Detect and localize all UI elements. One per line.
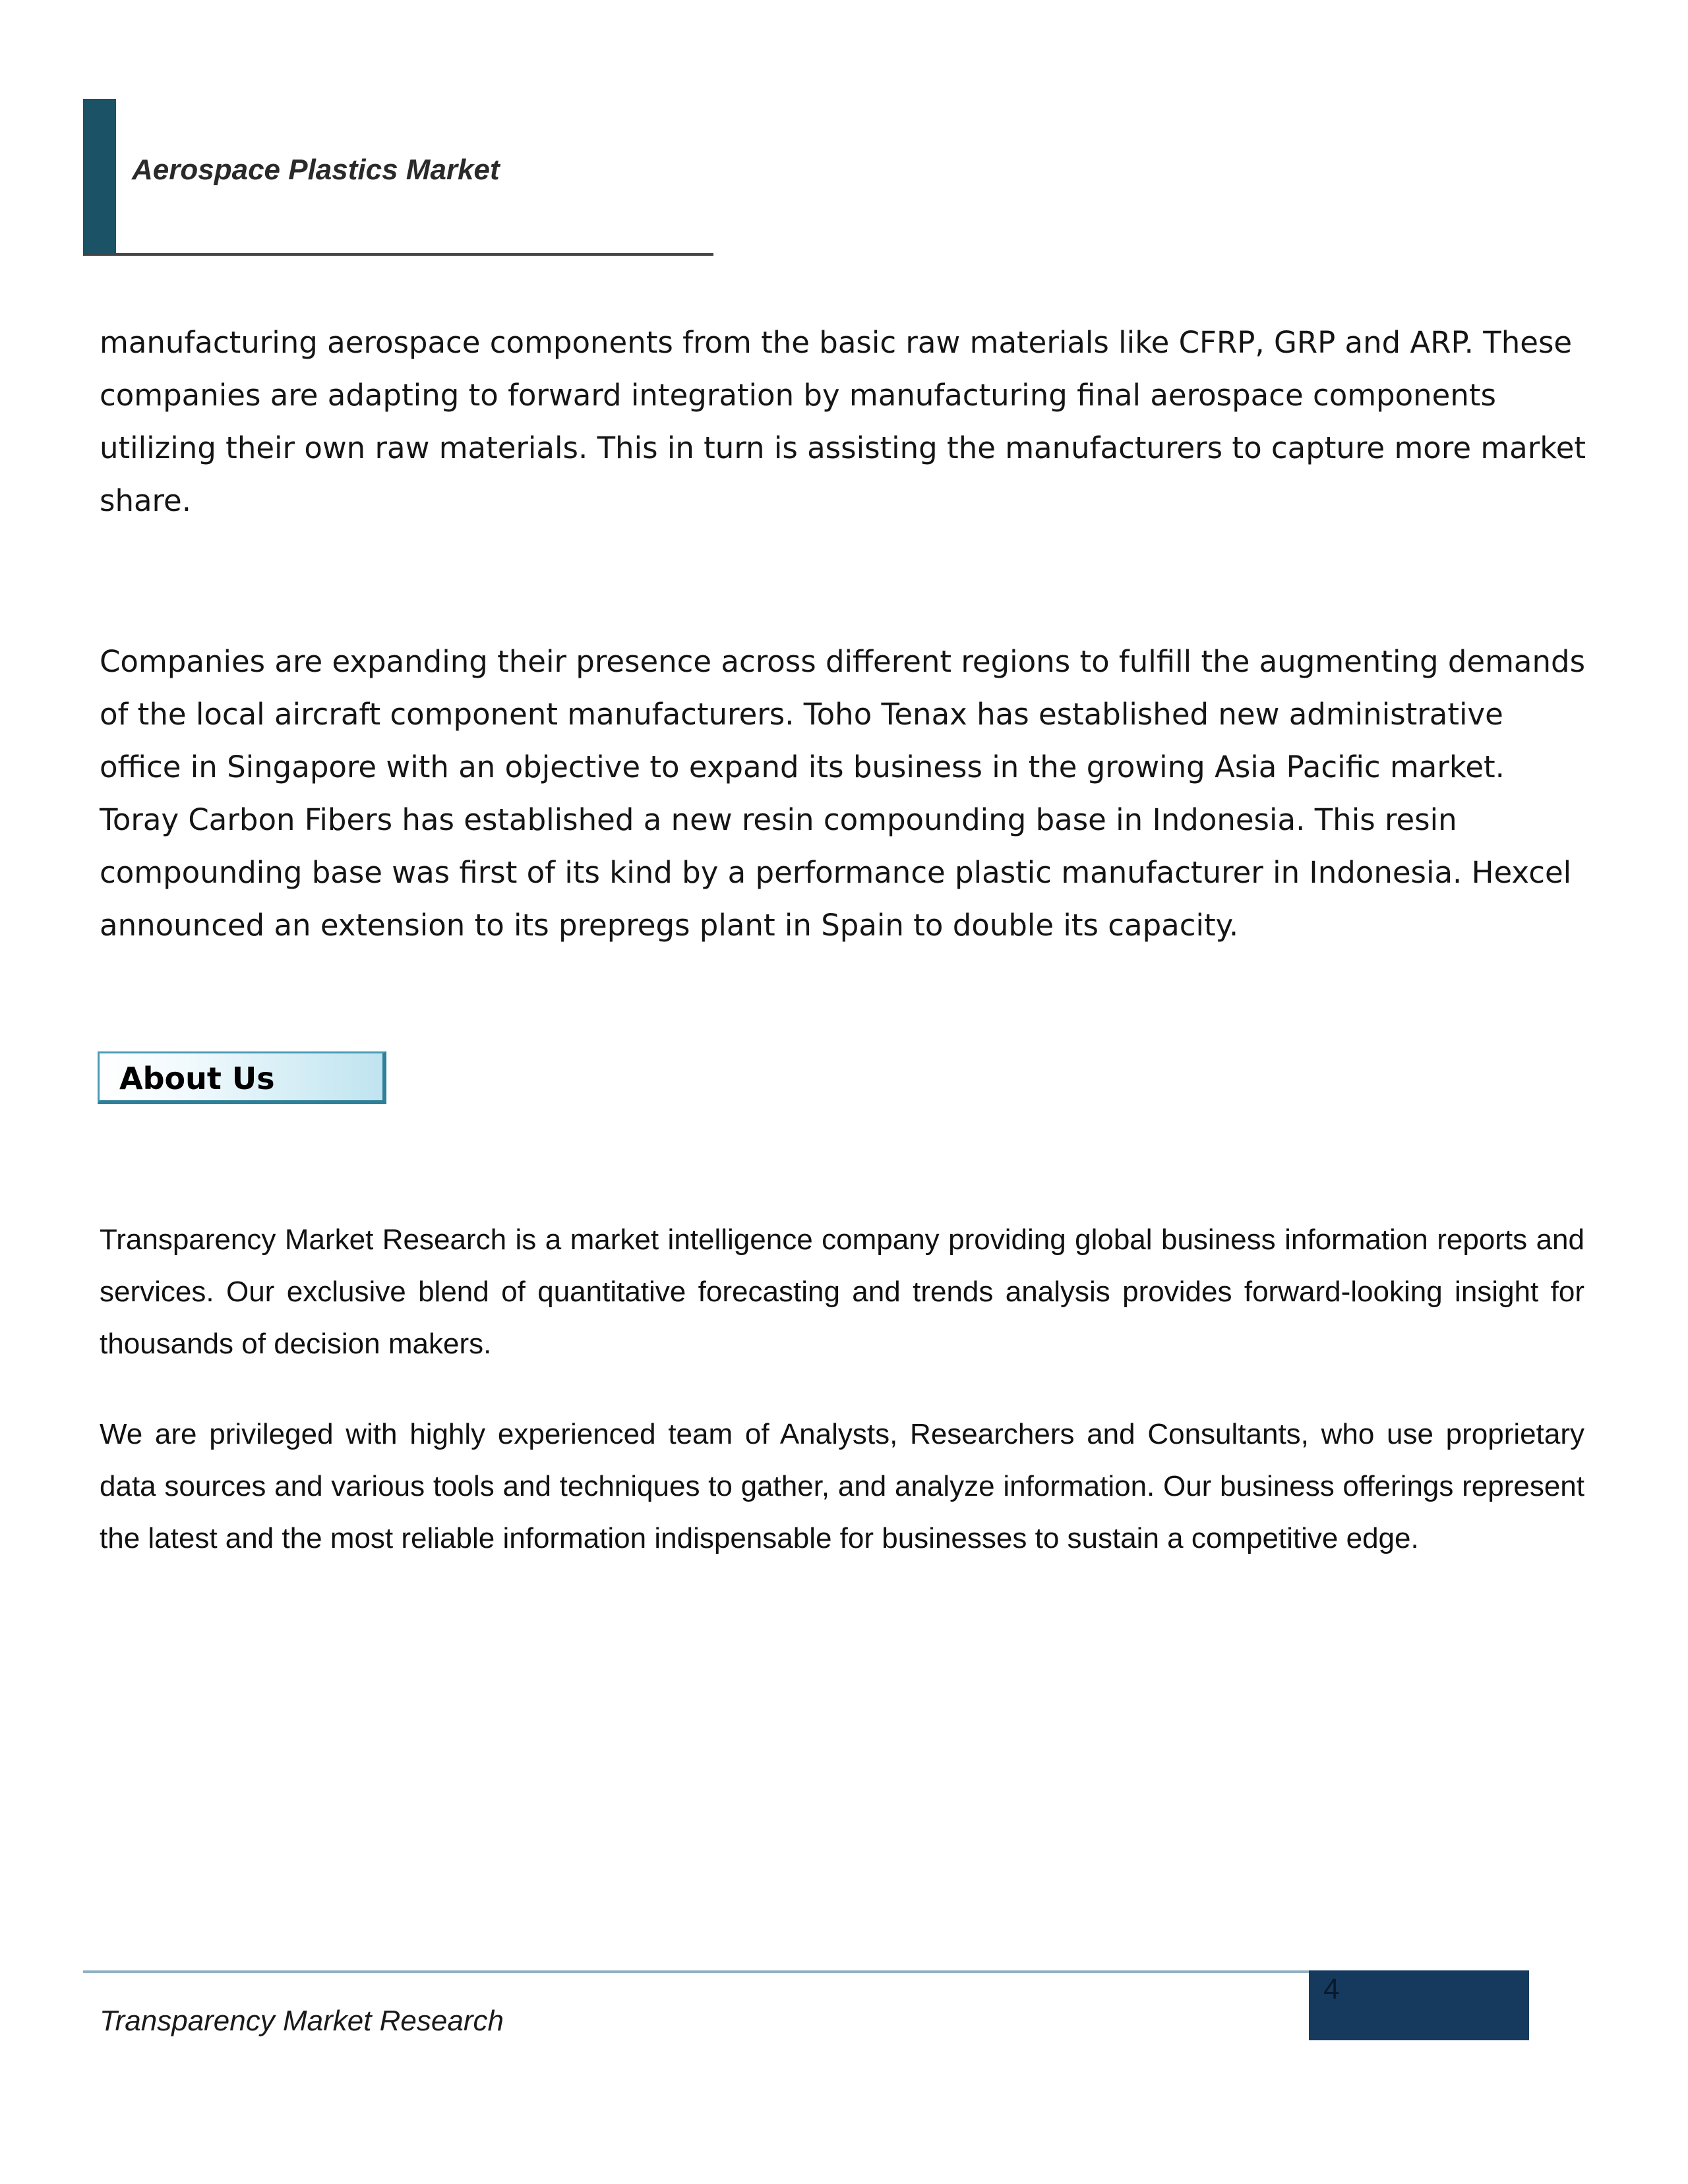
header-divider bbox=[83, 253, 713, 256]
about-us-heading: About Us bbox=[119, 1061, 275, 1096]
header-accent-bar bbox=[83, 99, 116, 256]
about-paragraph-1: Transparency Market Research is a market intelligence company providing global business information reports and services. Our exclusive blend of quantitative forecasting and trends analysis provides forward-looking insight for thousands of decision makers. bbox=[100, 1224, 1584, 1360]
about-paragraph-2: We are privileged with highly experienced team of Analysts, Researchers and Consultants, who use proprietary data sources and various tools and techniques to gather, and analyze information. Our business offerings represent the latest and the most reliable information indispensable for businesses to sustain a competitive edge. bbox=[100, 1418, 1584, 1554]
footer-company-name: Transparency Market Research bbox=[100, 2005, 504, 2037]
body-paragraph-2: Companies are expanding their presence across different regions to fulfill the augmenting demands of the local aircraft component manufacturers. Toho Tenax has established new administrative office in Singapore with an objective to expand its business in the growing Asia Pacific market. Toray Carbon Fibers has established a new resin compounding base in Indonesia. This resin compounding base was first of its kind by a performance plastic manufacturer in Indonesia. Hexcel announced an extension to its prepregs plant in Spain to double its capacity. bbox=[100, 644, 1586, 943]
about-us-heading-box bbox=[98, 1051, 386, 1104]
body-paragraph-1: manufacturing aerospace components from the basic raw materials like CFRP, GRP and ARP. These companies are adapting to forward integration by manufacturing final aerospace components utilizing their own raw materials. This in turn is assisting the manufacturers to capture more market share. bbox=[100, 325, 1586, 518]
page-number-box bbox=[1309, 1970, 1529, 2040]
page-number: 4 bbox=[1323, 1973, 1340, 2005]
report-title: Aerospace Plastics Market bbox=[132, 154, 500, 186]
